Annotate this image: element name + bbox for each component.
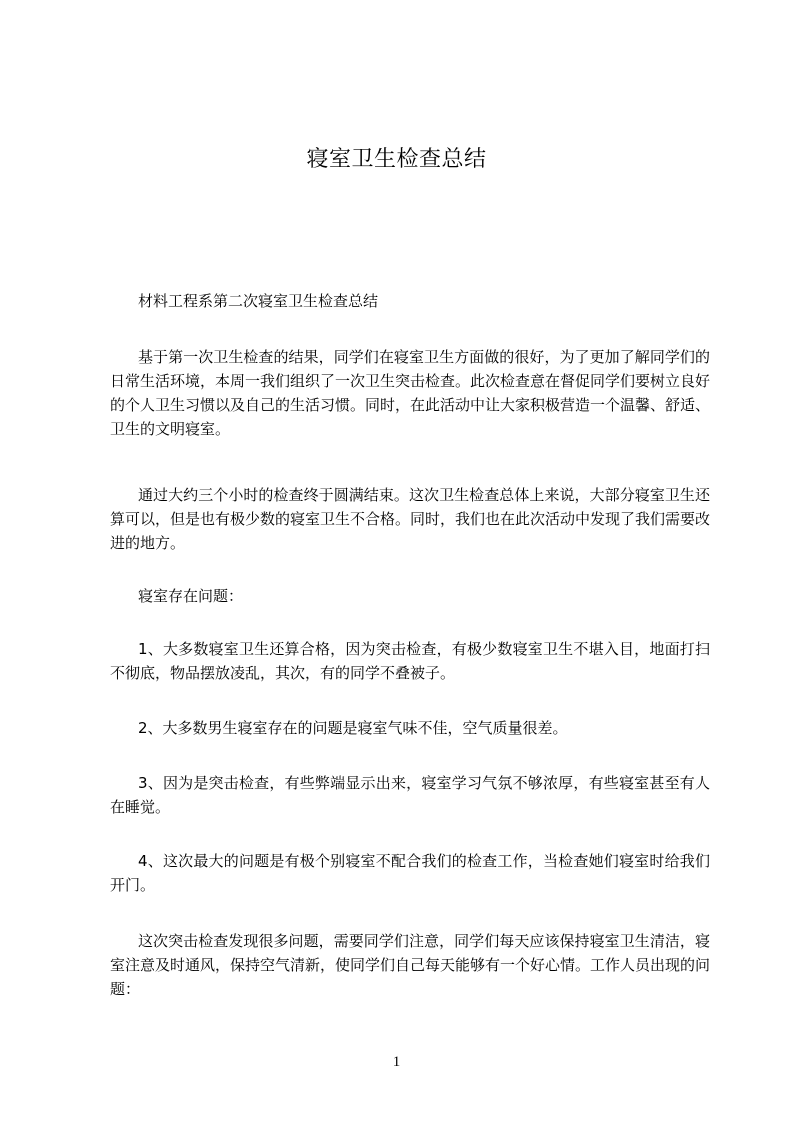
- paragraph-problem-2: 2、大多数男生寝室存在的问题是寝室气味不佳，空气质量很差。: [138, 719, 568, 737]
- paragraph-conclusion: 这次突击检查发现很多问题，需要同学们注意，同学们每天应该保持寝室卫生清洁，寝室注意及时通风，保持空气清新，使同学们自己每天能够有一个好心情。工作人员出现的问题：: [110, 932, 711, 998]
- paragraph-problems-heading: 寝室存在问题：: [138, 587, 244, 605]
- paragraph-problem-1: 1、大多数寝室卫生还算合格，因为突击检查，有极少数寝室卫生不堪入目，地面打扫不彻底，物品摆放凌乱，其次，有的同学不叠被子。: [110, 640, 710, 682]
- paragraph-intro: 基于第一次卫生检查的结果，同学们在寝室卫生方面做的很好，为了更加了解同学们的日常生活环境，本周一我们组织了一次卫生突击检查。此次检查意在督促同学们要树立良好的个人卫生习惯以及自己的生活习惯。同时，在此活动中让大家积极营造一个温馨、舒适、卫生的文明寝室。: [110, 348, 711, 438]
- paragraph-summary: 通过大约三个小时的检查终于圆满结束。这次卫生检查总体上来说，大部分寝室卫生还算可以，但是也有极少数的寝室卫生不合格。同时，我们也在此次活动中发现了我们需要改进的地方。: [110, 486, 711, 552]
- paragraph-problem-3: 3、因为是突击检查，有些弊端显示出来，寝室学习气氛不够浓厚，有些寝室甚至有人在睡觉。: [110, 774, 710, 816]
- page-number: 1: [392, 1054, 401, 1070]
- document-subtitle: 材料工程系第二次寝室卫生检查总结: [138, 292, 379, 310]
- paragraph-problem-4: 4、这次最大的问题是有极个别寝室不配合我们的检查工作，当检查她们寝室时给我们开门。: [110, 852, 710, 894]
- document-title: 寝室卫生检查总结: [306, 147, 487, 172]
